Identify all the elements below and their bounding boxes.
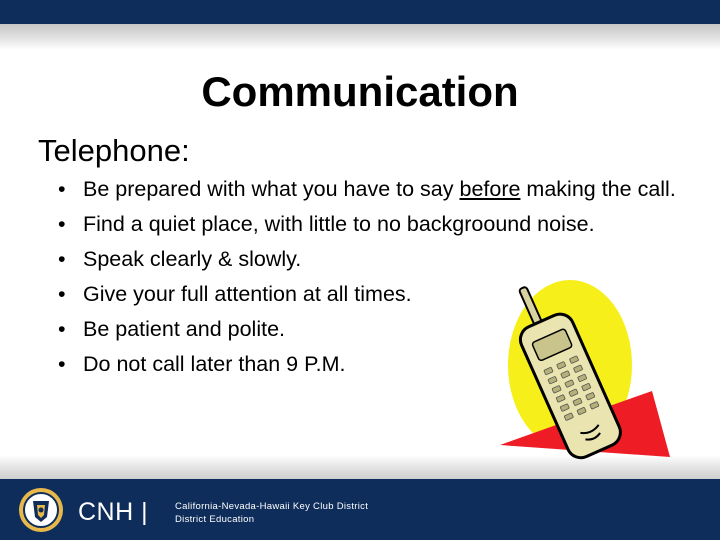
bullet-text: Find a quiet place, with little to no backgroound noise. [83,212,595,236]
bullet-underlined-word: before [459,177,521,201]
bullet-text: Do not call later than 9 P.M. [83,352,346,376]
bullet-marker: • [58,247,66,271]
bullet-list [58,174,708,384]
bullet-marker: • [58,282,66,306]
bullet-text-end: making the call. [520,177,676,201]
slide-title: Communication [201,68,519,115]
bullet-text: Speak clearly & slowly. [83,247,302,271]
header-gradient [0,24,720,50]
bullet-item [58,314,708,345]
slide-subtitle: Telephone: [38,133,190,168]
bullet-text: Be patient and polite. [83,317,286,341]
bullet-marker: • [58,177,66,201]
bullet-marker: • [58,317,66,341]
bullet-item [58,349,708,380]
bullet-item [58,209,708,240]
bullet-marker: • [58,212,66,236]
bullet-item [58,244,708,275]
footer-org-name: California-Nevada-Hawaii Key Club District [175,501,369,512]
bullet-text-start: Be prepared with what you have to say [83,177,460,201]
header-bar [0,0,720,24]
key-club-seal-icon [18,487,64,533]
bullet-marker: • [58,352,66,376]
bullet-text: Give your full attention at all times. [83,282,412,306]
footer-department: District Education [175,514,255,525]
bullet-item [58,279,708,310]
footer-brand: CNH | [78,498,149,526]
bullet-item [58,174,708,205]
